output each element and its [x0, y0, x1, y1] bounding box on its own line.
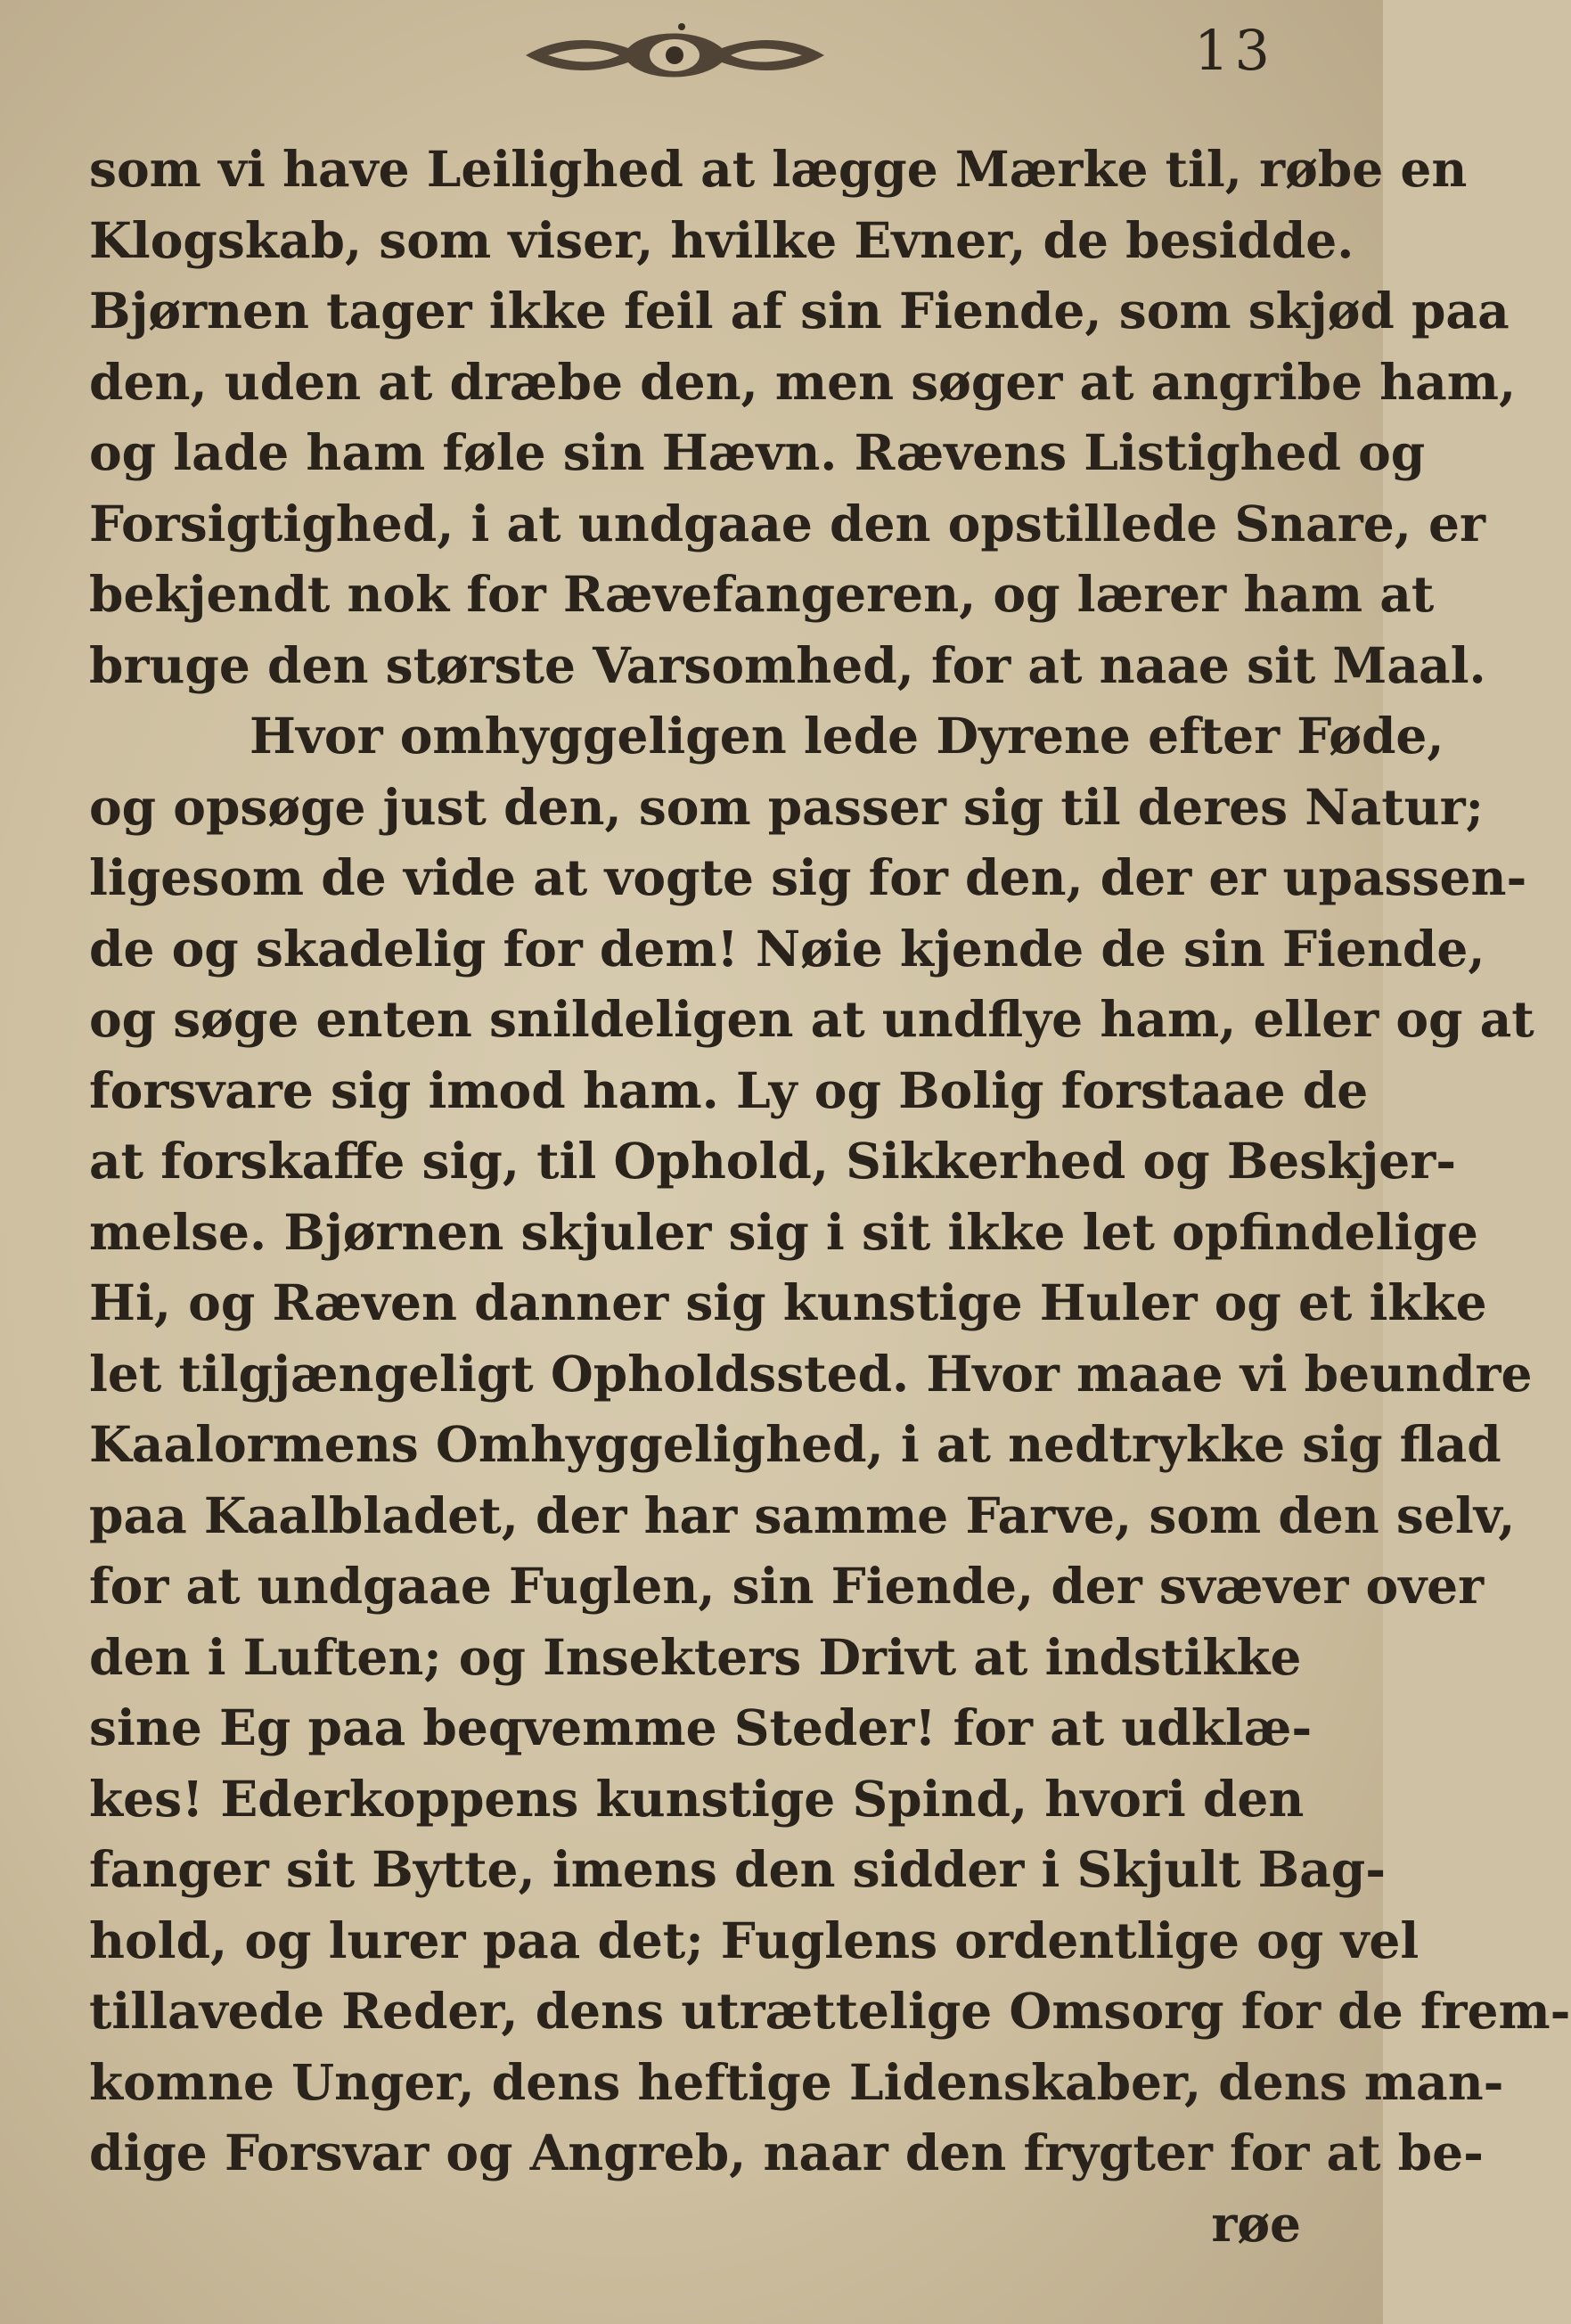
text-line: bekjendt nok for Rævefangeren, og lærer ham at: [89, 565, 1435, 623]
text-line: Hvor omhyggeligen lede Dyrene efter Føde,: [250, 707, 1444, 765]
text-line: Forsigtighed, i at undgaae den opstillede Snare, er: [89, 494, 1485, 552]
text-line: dige Forsvar og Angreb, naar den frygter for at be-: [89, 2124, 1484, 2181]
text-line: de og skadelig for dem! Nøie kjende de sin Fiende,: [89, 919, 1485, 978]
text-line: sine Eg paa beqvemme Steder! for at udklæ-: [89, 1698, 1313, 1756]
text-line: komne Unger, dens heftige Lidenskaber, dens man-: [89, 2052, 1504, 2111]
text-line: fanger sit Bytte, imens den sidder i Skjult Bag-: [89, 1840, 1387, 1898]
text-line: let tilgjængeligt Opholdssted. Hvor maae vi beundre: [89, 1344, 1533, 1403]
text-line: paa Kaalbladet, der har samme Farve, som den selv,: [89, 1485, 1516, 1544]
text-line: forsvare sig imod ham. Ly og Bolig forstaae de: [89, 1060, 1369, 1119]
text-line: at forskaffe sig, til Ophold, Sikkerhed og Beskjer-: [89, 1132, 1457, 1190]
decorative-vignette-icon: [521, 20, 829, 91]
text-line: bruge den største Varsomhed, for at naae sit Maal.: [89, 635, 1486, 694]
text-line: Kaalormens Omhyggelighed, i at nedtrykke sig flad: [89, 1415, 1501, 1473]
page-number: 13: [1194, 18, 1275, 83]
text-line: den, uden at dræbe den, men søger at angribe ham,: [89, 352, 1517, 411]
text-line: melse. Bjørnen skjuler sig i sit ikke let opfindelige: [89, 1202, 1478, 1261]
text-line: kes! Ederkoppens kunstige Spind, hvori den: [89, 1769, 1305, 1828]
body-text: [89, 134, 1571, 2259]
text-line: tillavede Reder, dens utrættelige Omsorg for de frem-: [89, 1982, 1571, 2040]
text-line: og søge enten snildeligen at undflye ham, eller og at: [89, 990, 1534, 1048]
text-line: for at undgaae Fuglen, sin Fiende, der svæver over: [89, 1557, 1485, 1615]
text-line: og opsøge just den, som passer sig til deres Natur;: [89, 777, 1484, 836]
text-line: Bjørnen tager ikke feil af sin Fiende, som skjød paa: [89, 282, 1510, 340]
text-line: som vi have Leilighed at lægge Mærke til, røbe en: [89, 140, 1468, 198]
text-line: ligesom de vide at vogte sig for den, der er upassen-: [89, 848, 1527, 906]
text-line: Klogskab, som viser, hvilke Evner, de besidde.: [89, 210, 1354, 269]
text-line: hold, og lurer paa det; Fuglens ordentlige og vel: [89, 1911, 1420, 1969]
text-line: den i Luften; og Insekters Drivt at indstikke: [89, 1627, 1302, 1686]
text-line: og lade ham føle sin Hævn. Rævens Listighed og: [89, 423, 1426, 481]
catchword: røe: [1211, 2194, 1301, 2253]
text-line: Hi, og Ræven danner sig kunstige Huler og et ikke: [89, 1273, 1487, 1331]
